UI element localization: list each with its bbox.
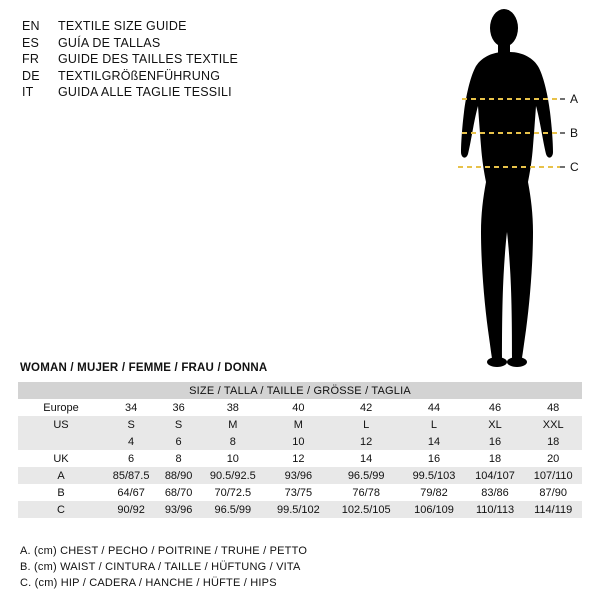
row-label: UK [53,452,69,465]
footnote-a: A. (cm) CHEST / PECHO / POITRINE / TRUHE / PETTO [20,545,308,557]
cell: 90.5/92.5 [209,469,256,482]
row-label: US [53,418,69,431]
cell: 96.5/99 [214,503,252,516]
cell: 44 [427,401,441,414]
language-code: FR [22,52,40,67]
table-header-row [18,382,582,399]
cell: 18 [488,452,502,465]
cell: 34 [124,401,138,414]
cell: 64/67 [117,486,145,499]
measure-label-b: B [570,126,579,140]
cell: 10 [226,452,239,465]
measure-label-a: A [570,92,579,106]
cell: 18 [547,435,560,448]
table-row [18,484,582,501]
cell: 90/92 [117,503,145,516]
cell: 14 [427,435,441,448]
table-row [18,467,582,484]
language-row [22,18,422,35]
cell: 16 [427,452,441,465]
table-header-label: SIZE / TALLA / TAILLE / GRÖSSE / TAGLIA [189,384,411,397]
cell: 96.5/99 [347,469,385,482]
cell: 40 [292,401,305,414]
table-row [18,450,582,467]
cell: 8 [175,452,182,465]
cell: 4 [128,435,135,448]
cell: XL [488,418,502,431]
language-code: EN [22,19,40,33]
cell: 106/109 [414,503,454,516]
cell: 10 [292,435,305,448]
cell: 83/86 [481,486,509,499]
language-code: DE [22,68,40,83]
cell: 93/96 [284,469,313,482]
cell: S [174,418,183,431]
language-row [22,51,422,68]
cell: M [228,418,238,431]
cell: 38 [226,401,239,414]
cell: 76/78 [352,486,380,499]
female-silhouette-icon [400,0,600,375]
cell: 6 [128,452,135,465]
language-code: ES [22,35,40,50]
row-label: Europe [43,401,79,414]
cell: 68/70 [164,486,193,499]
language-row [22,84,422,101]
cell: 99.5/102 [276,503,320,516]
cell: 12 [360,435,373,448]
measure-label-c: C [570,160,579,174]
cell: 87/90 [539,486,567,499]
cell: 6 [175,435,182,448]
row-label [18,433,104,450]
language-code: IT [22,85,34,100]
cell: 79/82 [420,486,448,499]
table-row [18,433,582,450]
cell: 107/110 [533,469,573,482]
gender-title: WOMAN / MUJER / FEMME / FRAU / DONNA [20,362,268,374]
table-row [18,416,582,433]
body-figure [400,0,600,375]
cell: 46 [488,401,502,414]
cell: S [127,418,135,431]
cell: 114/119 [534,503,573,516]
cell: 73/75 [284,486,313,499]
cell: 104/107 [475,469,515,482]
cell: 99.5/103 [412,469,456,482]
size-table [18,382,582,518]
cell: M [293,418,303,431]
cell: L [430,418,438,431]
language-title: GUÍA DE TALLAS [58,35,161,50]
language-title: GUIDA ALLE TAGLIE TESSILI [58,85,232,100]
language-title: GUIDE DES TAILLES TEXTILE [58,52,239,67]
table-row [18,501,582,518]
cell: L [363,418,370,431]
row-label: A [57,469,65,482]
cell: 48 [547,401,560,414]
row-label: C [57,503,65,516]
cell: 110/113 [475,503,515,516]
language-row [22,68,422,85]
cell: 102.5/105 [341,503,391,516]
cell: XXL [542,418,564,431]
language-title: TEXTILE SIZE GUIDE [58,19,187,33]
cell: 12 [292,452,305,465]
table-row [18,399,582,416]
footnote-c: C. (cm) HIP / CADERA / HANCHE / HÜFTE / HIPS [20,577,277,589]
row-label: B [57,486,65,499]
footnote-list [20,543,307,591]
cell: 8 [229,435,236,448]
language-row [22,35,422,52]
cell: 85/87.5 [112,469,150,482]
cell: 36 [172,401,185,414]
cell: 93/96 [164,503,193,516]
cell: 42 [360,401,373,414]
cell: 20 [547,452,560,465]
cell: 14 [360,452,373,465]
language-list [22,18,422,101]
cell: 70/72.5 [214,486,252,499]
cell: 16 [488,435,502,448]
language-title: TEXTILGRÖßENFÜHRUNG [58,68,221,83]
cell: 88/90 [164,469,193,482]
footnote-b: B. (cm) WAIST / CINTURA / TAILLE / HÜFTUNG / VITA [20,561,301,573]
